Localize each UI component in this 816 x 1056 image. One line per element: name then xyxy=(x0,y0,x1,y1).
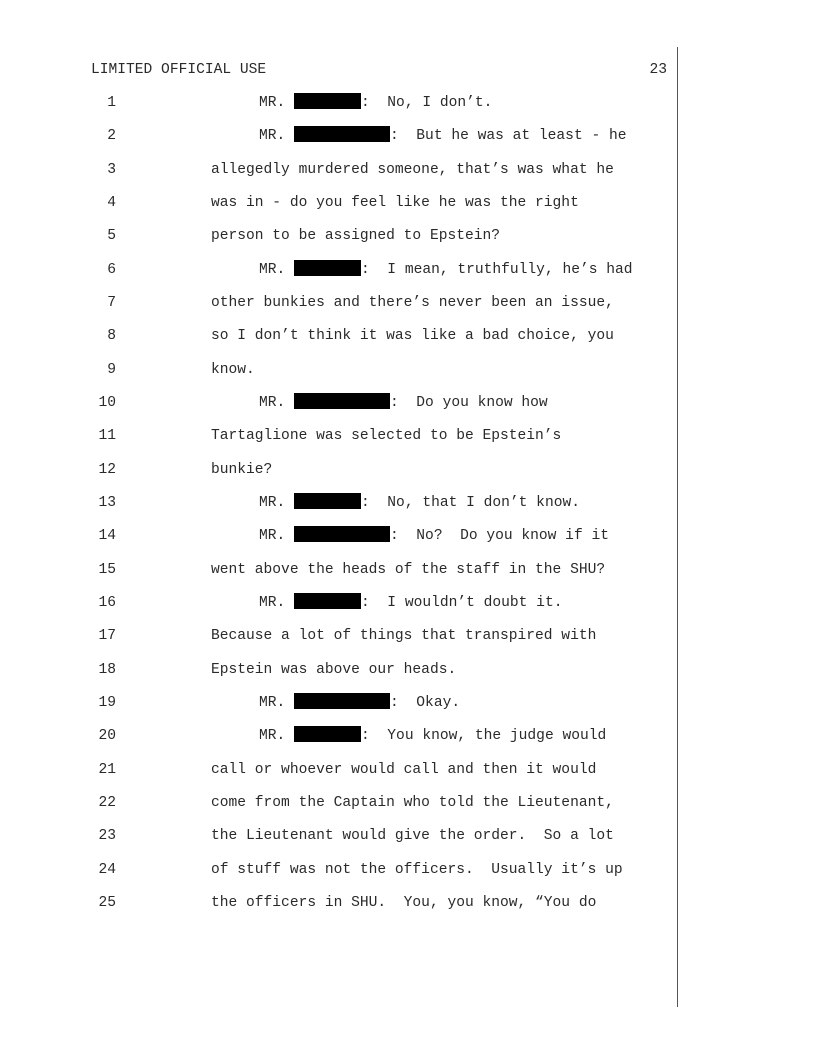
transcript-line xyxy=(0,492,680,514)
speaker-label: MR. xyxy=(259,128,295,145)
speaker-label: MR. xyxy=(259,694,295,711)
line-number: 17 xyxy=(98,628,116,645)
line-text: Epstein was above our heads. xyxy=(211,661,457,678)
speaker-line-text xyxy=(259,492,580,514)
line-text: went above the heads of the staff in the SHU? xyxy=(211,561,606,578)
transcript-line xyxy=(0,592,680,614)
transcript-line xyxy=(0,792,680,814)
line-number: 2 xyxy=(107,128,116,145)
redaction-block xyxy=(294,93,361,109)
transcript-line xyxy=(0,625,680,647)
transcript-line xyxy=(0,259,680,281)
transcript-line xyxy=(0,325,680,347)
line-number: 4 xyxy=(107,194,116,211)
line-number: 12 xyxy=(98,461,116,478)
transcript-line xyxy=(0,825,680,847)
speaker-label: MR. xyxy=(259,528,295,545)
speaker-line-text xyxy=(259,525,609,547)
speaker-line-text xyxy=(259,692,460,714)
speaker-line-text xyxy=(259,392,548,414)
speaker-label: MR. xyxy=(259,95,295,111)
spoken-text: : No, that I don’t know. xyxy=(361,494,580,511)
redaction-block xyxy=(294,693,390,709)
line-text: person to be assigned to Epstein? xyxy=(211,228,501,245)
line-text: bunkie? xyxy=(211,461,273,478)
line-number: 11 xyxy=(98,428,116,445)
classification-header: LIMITED OFFICIAL USE xyxy=(91,62,267,78)
speaker-line-text xyxy=(259,125,627,147)
speaker-line-text xyxy=(259,725,606,747)
line-text: the officers in SHU. You, you know, “You do xyxy=(211,894,597,911)
line-number: 1 xyxy=(107,95,116,111)
line-number: 23 xyxy=(98,828,116,845)
line-number: 24 xyxy=(98,861,116,878)
line-number: 15 xyxy=(98,561,116,578)
line-number: 3 xyxy=(107,161,116,178)
line-number: 20 xyxy=(98,728,116,745)
line-number: 13 xyxy=(98,494,116,511)
redaction-block xyxy=(294,393,390,409)
line-text: Because a lot of things that transpired with xyxy=(211,628,597,645)
transcript-line xyxy=(0,892,680,914)
line-text: so I don’t think it was like a bad choice, you xyxy=(211,328,614,345)
spoken-text: : No, I don’t. xyxy=(361,95,493,111)
line-text: was in - do you feel like he was the right xyxy=(211,194,579,211)
line-number: 21 xyxy=(98,761,116,778)
transcript-line xyxy=(0,459,680,481)
transcript-line xyxy=(0,292,680,314)
redaction-block xyxy=(294,493,361,509)
spoken-text: : No? Do you know if it xyxy=(390,528,609,545)
line-number: 14 xyxy=(98,528,116,545)
line-number: 5 xyxy=(107,228,116,245)
transcript-line xyxy=(0,359,680,381)
transcript-line xyxy=(0,425,680,447)
line-text: know. xyxy=(211,361,255,378)
line-text: come from the Captain who told the Lieutenant, xyxy=(211,794,614,811)
page-number: 23 xyxy=(649,62,667,78)
speaker-label: MR. xyxy=(259,394,295,411)
speaker-label: MR. xyxy=(259,728,295,745)
line-number: 8 xyxy=(107,328,116,345)
transcript-line xyxy=(0,92,680,114)
spoken-text: : I mean, truthfully, he’s had xyxy=(361,261,633,278)
spoken-text: : I wouldn’t doubt it. xyxy=(361,594,563,611)
transcript-line xyxy=(0,659,680,681)
speaker-line-text xyxy=(259,92,492,114)
line-number: 7 xyxy=(107,294,116,311)
transcript-line xyxy=(0,525,680,547)
spoken-text: : You know, the judge would xyxy=(361,728,607,745)
spoken-text: : Okay. xyxy=(390,694,461,711)
transcript-line xyxy=(0,759,680,781)
redaction-block xyxy=(294,126,390,142)
line-text: other bunkies and there’s never been an issue, xyxy=(211,294,614,311)
speaker-label: MR. xyxy=(259,594,295,611)
speaker-line-text xyxy=(259,259,633,281)
line-text: call or whoever would call and then it would xyxy=(211,761,597,778)
line-number: 19 xyxy=(98,694,116,711)
spoken-text: : But he was at least - he xyxy=(390,128,627,145)
speaker-line-text xyxy=(259,592,562,614)
spoken-text: : Do you know how xyxy=(390,394,548,411)
line-text: allegedly murdered someone, that’s was what he xyxy=(211,161,614,178)
redaction-block xyxy=(294,260,361,276)
transcript-line xyxy=(0,692,680,714)
transcript-line xyxy=(0,859,680,881)
speaker-label: MR. xyxy=(259,261,295,278)
line-text: Tartaglione was selected to be Epstein’s xyxy=(211,428,562,445)
transcript-line xyxy=(0,192,680,214)
line-number: 16 xyxy=(98,594,116,611)
line-number: 18 xyxy=(98,661,116,678)
line-text: the Lieutenant would give the order. So a lot xyxy=(211,828,614,845)
line-number: 9 xyxy=(107,361,116,378)
transcript-line xyxy=(0,159,680,181)
transcript-line xyxy=(0,725,680,747)
line-text: of stuff was not the officers. Usually it’s up xyxy=(211,861,623,878)
speaker-label: MR. xyxy=(259,494,295,511)
line-number: 6 xyxy=(107,261,116,278)
redaction-block xyxy=(294,593,361,609)
transcript-line xyxy=(0,559,680,581)
redaction-block xyxy=(294,726,361,742)
transcript-line xyxy=(0,125,680,147)
line-number: 10 xyxy=(98,394,116,411)
line-number: 25 xyxy=(98,894,116,911)
transcript-line xyxy=(0,392,680,414)
line-number: 22 xyxy=(98,794,116,811)
redaction-block xyxy=(294,526,390,542)
transcript-line xyxy=(0,225,680,247)
